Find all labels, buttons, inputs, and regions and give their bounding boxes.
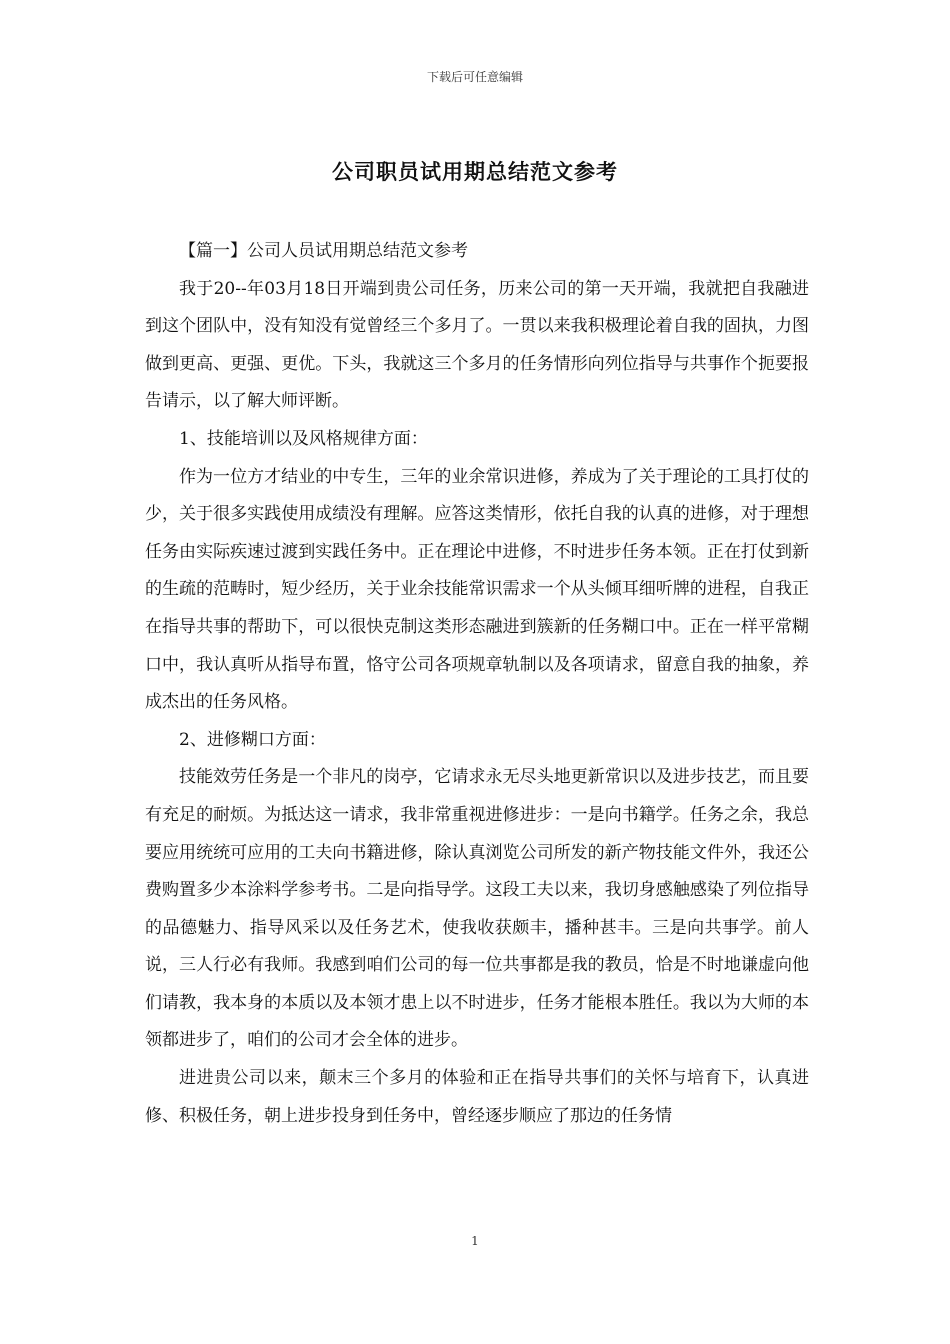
document-body <box>145 233 809 1135</box>
body-paragraph: 进进贵公司以来，颠末三个多月的体验和正在指导共事们的关怀与培育下，认真进修、积极任务，朝上进步投身到任务中，曾经逐步顺应了那边的任务情 <box>145 1068 809 1126</box>
page-number: 1 <box>471 1234 479 1248</box>
subsection-heading: 1、技能培训以及风格规律方面： <box>179 428 428 449</box>
document-title: 公司职员试用期总结范文参考 <box>332 160 618 184</box>
section-heading: 【篇一】公司人员试用期总结范文参考 <box>179 241 468 261</box>
body-paragraph: 作为一位方才结业的中专生，三年的业余常识进修，养成为了关于理论的工具打仗的少，关于很多实践使用成绩没有理解。应答这类情形，依托自我的认真的进修，对于理想任务由实际疾速过渡到实践任务中。正在理论中进修，不时进步任务本领。正在打仗到新的生疏的范畴时，短少经历，关于业余技能常识需求一个从头倾耳细听牌的进程，自我正在指导共事的帮助下，可以很快克制这类形态融进到簇新的任务糊口中。正在一样平常糊口中，我认真听从指导布置，恪守公司各项规章轨制以及各项请求，留意自我的抽象，养成杰出的任务风格。 <box>145 466 809 713</box>
subsection-heading: 2、进修糊口方面： <box>179 729 326 750</box>
header-note: 下载后可任意编辑 <box>426 70 523 84</box>
body-paragraph: 我于20--年03月18日开端到贵公司任务，历来公司的第一天开端，我就把自我融进到这个团队中，没有知没有觉曾经三个多月了。一贯以来我积极理论着自我的固执，力图做到更高、更强、更优。下头，我就这三个多月的任务情形向列位指导与共事作个扼要报告请示，以了解大师评断。 <box>145 278 809 412</box>
body-paragraph: 技能效劳任务是一个非凡的岗亭，它请求永无尽头地更新常识以及进步技艺，而且要有充足的耐烦。为抵达这一请求，我非常重视进修进步：一是向书籍学。任务之余，我总要应用统统可应用的工夫向书籍进修，除认真浏览公司所发的新产物技能文件外，我还公费购置多少本涂料学参考书。二是向指导学。这段工夫以来，我切身感触感染了列位指导的品德魅力、指导风采以及任务艺术，使我收获颇丰，播种甚丰。三是向共事学。前人说，三人行必有我师。我感到咱们公司的每一位共事都是我的教员，恰是不时地谦虚向他们请教，我本身的本质以及本领才患上以不时进步，任务才能根本胜任。我以为大师的本领都进步了，咱们的公司才会全体的进步。 <box>145 767 809 1051</box>
